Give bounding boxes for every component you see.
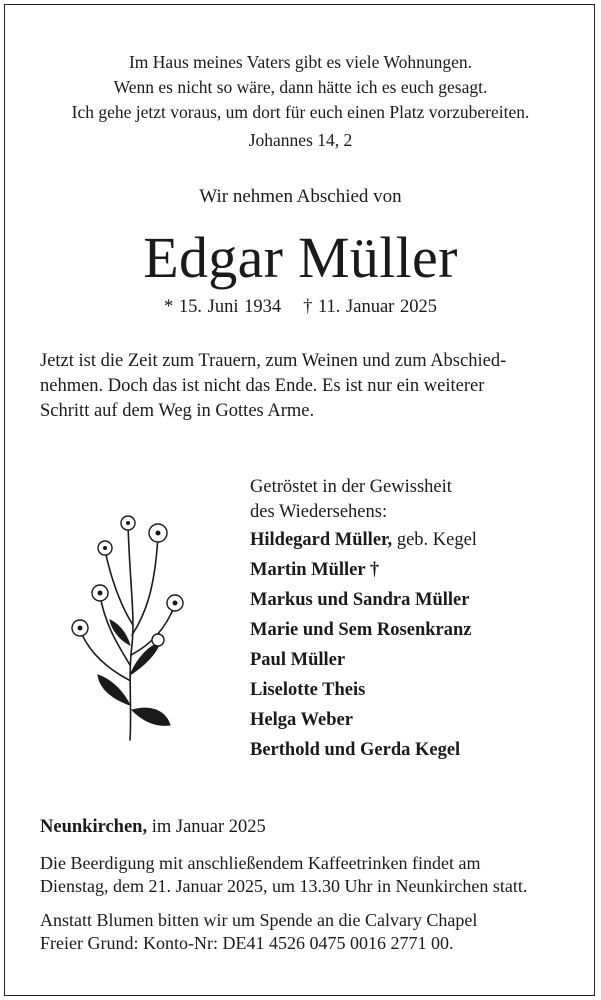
quote-line: Ich gehe jetzt voraus, um dort für euch einen Platz vorzubereiten. xyxy=(71,102,530,122)
quote-line: Wenn es nicht so wäre, dann hätte ich es euch gesagt. xyxy=(113,77,488,97)
quote-reference: Johannes 14, 2 xyxy=(248,130,353,150)
birth-date: * 15. Juni 1934 xyxy=(164,297,282,317)
deceased-name: Edgar Müller xyxy=(143,225,458,290)
funeral-info xyxy=(40,852,561,898)
mourner-name xyxy=(250,525,570,555)
farewell-intro: Wir nehmen Abschied von xyxy=(199,186,402,207)
donation-line: Freier Grund: Konto-Nr: DE41 4526 0475 0016 2771 00. xyxy=(40,933,454,953)
place-month: im Januar 2025 xyxy=(147,817,266,837)
death-date: † 11. Januar 2025 xyxy=(303,297,437,317)
mourner-name: Martin Müller † xyxy=(250,560,380,580)
text-line: nehmen. Doch das ist nicht das Ende. Es ist nur ein weiterer xyxy=(40,376,485,396)
life-dates xyxy=(0,295,601,319)
mourner-name: Marie und Sem Rosenkranz xyxy=(250,620,472,640)
mourner-primary-name: Hildegard Müller, xyxy=(250,530,393,550)
mourners-list xyxy=(250,475,570,765)
donation-info xyxy=(40,909,561,955)
quote-line: Im Haus meines Vaters gibt es viele Wohnungen. xyxy=(128,52,473,72)
flower-icon xyxy=(60,505,200,745)
mourner-name: Paul Müller xyxy=(250,650,346,670)
mourner-name: Berthold und Gerda Kegel xyxy=(250,740,461,760)
mourner-name: Markus und Sandra Müller xyxy=(250,590,470,610)
maiden-name: geb. Kegel xyxy=(392,530,477,550)
donation-line: Anstatt Blumen bitten wir um Spende an die Calvary Chapel xyxy=(40,910,478,930)
consolation-line: des Wiedersehens: xyxy=(250,502,388,522)
place-town: Neunkirchen, xyxy=(40,817,148,837)
text-line: Jetzt ist die Zeit zum Trauern, zum Weinen und zum Abschied- xyxy=(40,351,507,371)
place-date xyxy=(40,815,266,840)
text-line: Schritt auf dem Weg in Gottes Arme. xyxy=(40,401,315,421)
mourning-text xyxy=(40,349,561,424)
consolation-line: Getröstet in der Gewissheit xyxy=(250,477,452,497)
bible-quote xyxy=(0,50,601,125)
mourner-name: Helga Weber xyxy=(250,710,353,730)
mourner-name: Liselotte Theis xyxy=(250,680,366,700)
funeral-line: Die Beerdigung mit anschließendem Kaffeetrinken findet am xyxy=(40,853,481,873)
funeral-line: Dienstag, dem 21. Januar 2025, um 13.30 Uhr in Neunkirchen statt. xyxy=(40,876,528,896)
